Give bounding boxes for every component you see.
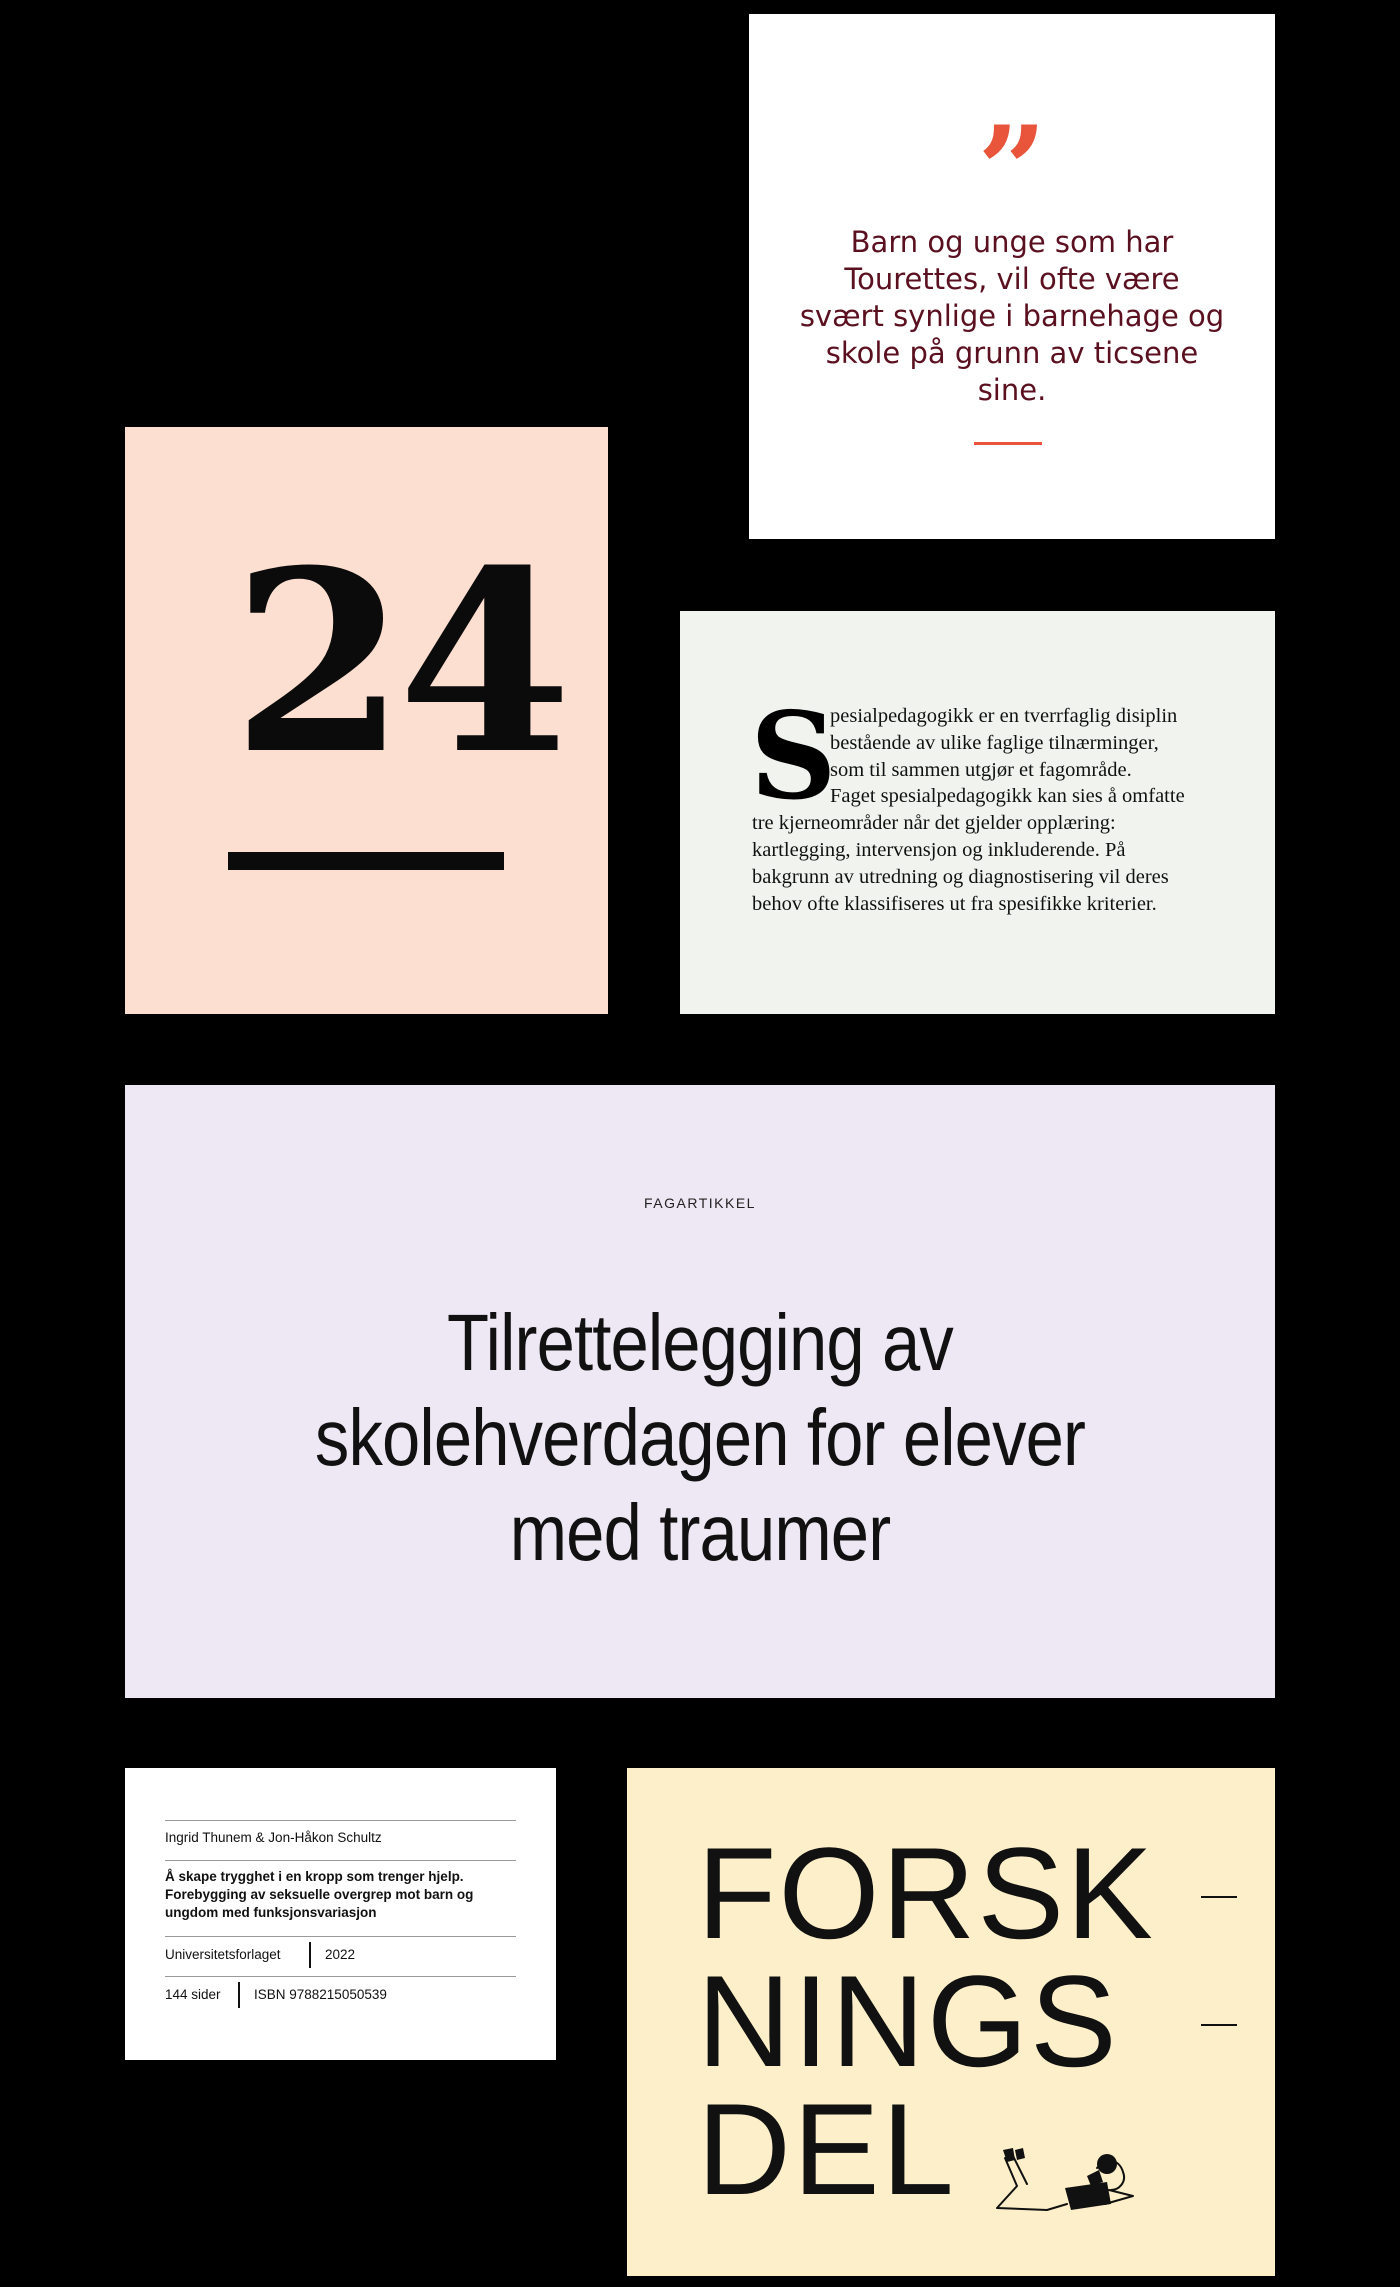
body-line: som til sammen utgjør et fagområde.	[830, 758, 1132, 781]
book-pages: 144 sider	[165, 1987, 221, 2002]
body-line: Faget spesialpedagogikk kan sies å omfatte	[830, 785, 1185, 808]
hyphen-dash	[1201, 1896, 1237, 1898]
book-isbn: ISBN 9788215050539	[254, 1987, 387, 2002]
body-line: pesialpedagogikk er en tverrfaglig disiplin	[830, 705, 1178, 727]
separator	[238, 1982, 240, 2008]
divider	[165, 1936, 516, 1937]
body-paragraph	[752, 703, 1222, 917]
reading-person-illustration	[987, 2138, 1147, 2218]
book-publisher: Universitetsforlaget	[165, 1947, 281, 1962]
article-kicker: FAGARTIKKEL	[644, 1195, 756, 1211]
number-underline	[228, 852, 504, 870]
article-title	[206, 1295, 1195, 1580]
quote-divider	[974, 442, 1042, 445]
hyphen-dash	[1201, 2024, 1237, 2026]
title-line: skolehverdagen for elever	[314, 1393, 1086, 1482]
body-text-card	[680, 611, 1275, 1014]
number-card	[125, 427, 608, 1014]
divider	[165, 1976, 516, 1977]
body-line: behov ofte klassifiseres ut fra spesifikke kriterier.	[752, 892, 1157, 915]
body-line: bakgrunn av utredning og diagnostisering vil deres	[752, 865, 1169, 888]
book-info-card	[125, 1768, 556, 2060]
divider	[165, 1860, 516, 1861]
quote-mark-icon: ”	[977, 119, 1047, 209]
article-title-card	[125, 1085, 1275, 1698]
separator	[309, 1942, 311, 1968]
book-authors: Ingrid Thunem & Jon-Håkon Schultz	[165, 1830, 382, 1845]
quote-card	[749, 14, 1275, 539]
section-heading-line: DEL	[697, 2076, 956, 2222]
title-line: Tilrettelegging av	[447, 1298, 953, 1387]
book-year: 2022	[325, 1947, 356, 1962]
section-heading-line: FORSK	[697, 1820, 1155, 1966]
body-line: tre kjerneområder når det gjelder opplæring:	[752, 812, 1116, 835]
research-section-card	[627, 1768, 1275, 2276]
section-heading-line: NINGS	[697, 1948, 1119, 2094]
body-line: bestående av ulike faglige tilnærminger,	[830, 731, 1159, 754]
pull-quote: Barn og unge som har Tourettes, vil ofte være svært synlige i barnehage og skole på grunn av ticsene sine.	[799, 225, 1225, 407]
body-line: kartlegging, intervensjon og inkluderende. På	[752, 838, 1126, 861]
book-title: Å skape trygghet i en kropp som trenger hjelp. Forebygging av seksuelle overgrep mot barn og ungdom med funksjonsvariasjon	[165, 1869, 474, 1920]
title-line: med traumer	[509, 1488, 891, 1577]
dropcap: S	[750, 686, 837, 827]
divider	[165, 1820, 516, 1821]
issue-number: 24	[232, 515, 564, 809]
